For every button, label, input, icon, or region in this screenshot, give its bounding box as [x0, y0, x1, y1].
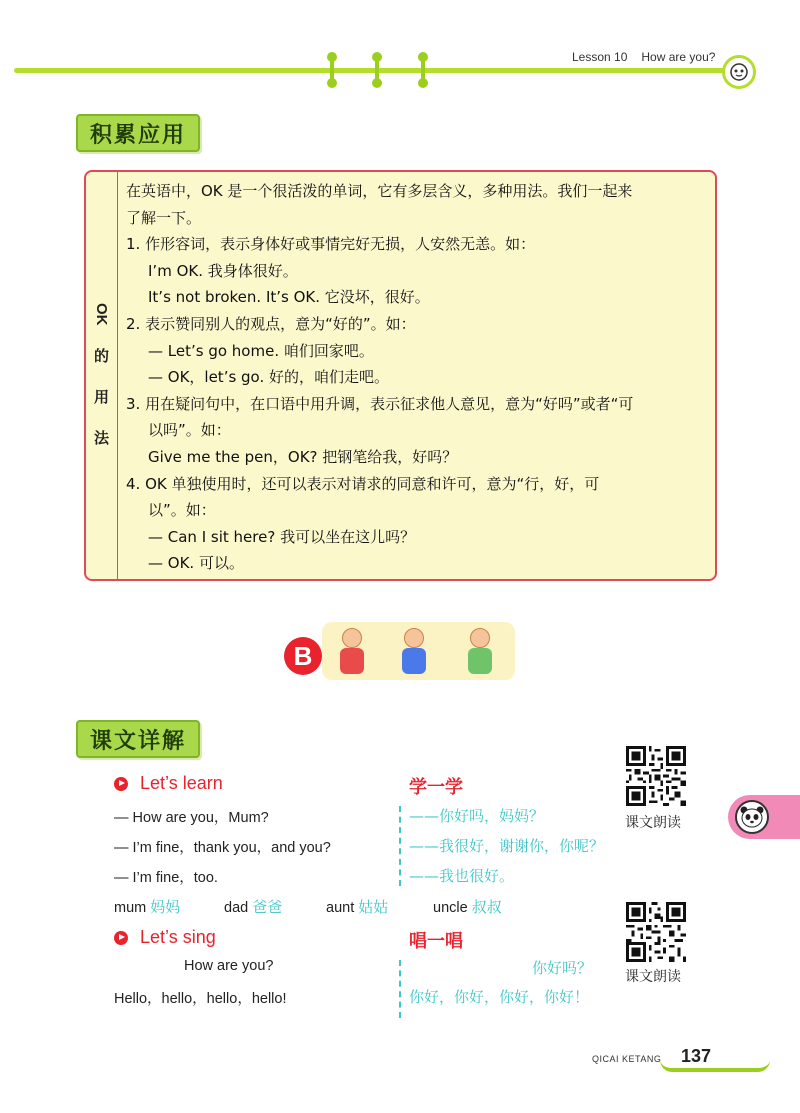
ok-line: 3. 用在疑问句中，在口语中用升调，表示征求他人意见，意为“好吗”或者“可 — [126, 394, 634, 413]
ok-line: 以”。如： — [148, 501, 216, 520]
word-cn: 叔叔 — [471, 899, 502, 916]
play-icon[interactable] — [114, 931, 128, 945]
word-cn: 爸爸 — [252, 899, 283, 916]
kid-illustration-icon — [462, 626, 498, 676]
ok-line: I’m OK. 我身体很好。 — [148, 261, 298, 280]
ok-line: 4. OK 单独使用时，还可以表示对请求的同意和许可，意为“行，好，可 — [126, 474, 600, 493]
ok-usage-box — [84, 170, 717, 581]
ok-line: 2. 表示赞同别人的观点，意为“好的”。如： — [126, 314, 416, 333]
ok-usage-text — [126, 178, 707, 577]
qr-label: 课文朗读 — [625, 969, 681, 985]
song-line-cn: 你好，你好，你好，你好！ — [409, 988, 590, 1006]
cartoon-badge-icon — [722, 55, 756, 89]
ok-line: — OK，let’s go. 好的，咱们走吧。 — [148, 368, 390, 387]
ok-line: 在英语中，OK 是一个很活泼的单词，它有多层含义，多种用法。我们一起来 — [126, 182, 633, 200]
lets-sing-label: Let’s sing — [140, 927, 216, 947]
word-cn: 妈妈 — [150, 899, 181, 916]
word-item — [224, 896, 282, 917]
qr-code-icon[interactable] — [626, 746, 686, 806]
kid-illustration-icon — [396, 626, 432, 676]
footer-brand: QICAI KETANG — [592, 1054, 662, 1064]
song-line-en: Hello，hello，hello，hello! — [114, 991, 287, 1007]
song-title-en: How are you? — [184, 958, 274, 974]
binder-pin-icon — [372, 52, 382, 88]
song-title-cn: 你好吗？ — [532, 959, 593, 977]
lets-sing-heading — [114, 927, 216, 948]
side-label-char: 的 — [93, 347, 109, 366]
ok-line: — OK. 可以。 — [148, 554, 244, 573]
binder-pin-icon — [418, 52, 428, 88]
side-label-char: 用 — [93, 388, 109, 407]
dashed-divider — [399, 960, 401, 1018]
dialogue-line-cn: ——我很好，谢谢你，你呢？ — [409, 837, 605, 855]
panda-icon — [735, 800, 769, 834]
lesson-header — [572, 50, 715, 64]
dialogue-line-en: — I’m fine，too. — [114, 870, 218, 886]
kid-illustration-icon — [334, 626, 370, 676]
section-b-illustration — [322, 622, 515, 680]
play-icon[interactable] — [114, 777, 128, 791]
section-tag-text-explain: 课文详解 — [76, 720, 200, 758]
ok-line: 了解一下。 — [126, 208, 202, 227]
word-en: uncle — [433, 900, 468, 916]
word-item — [114, 896, 180, 917]
ok-line: 以吗”。如： — [148, 421, 231, 440]
word-en: dad — [224, 900, 249, 916]
section-b-badge: B — [284, 637, 322, 675]
ok-line: — Can I sit here? 我可以坐在这儿吗？ — [148, 527, 416, 546]
side-label-char: 法 — [93, 429, 109, 448]
lets-learn-label: Let’s learn — [140, 773, 223, 793]
section-tag-accumulate: 积累应用 — [76, 114, 200, 152]
qr-label: 课文朗读 — [625, 815, 681, 831]
dialogue-line-cn: ——我也很好。 — [409, 867, 515, 885]
footer-curve — [660, 1060, 770, 1072]
lets-learn-heading — [114, 773, 223, 794]
lesson-number: Lesson 10 — [572, 50, 628, 64]
ok-line: — Let’s go home. 咱们回家吧。 — [148, 341, 374, 360]
word-cn: 姑姑 — [358, 899, 389, 916]
ok-side-label — [86, 172, 118, 579]
sing-heading-cn: 唱一唱 — [409, 931, 463, 952]
word-item — [326, 896, 388, 917]
ok-line: It’s not broken. It’s OK. 它没坏，很好。 — [148, 288, 430, 307]
dialogue-line-en: — How are you，Mum? — [114, 810, 269, 826]
side-label-ok: OK — [93, 302, 110, 326]
word-en: mum — [114, 900, 147, 916]
page-number: 137 — [681, 1046, 712, 1066]
binder-pin-icon — [327, 52, 337, 88]
ok-line: 1. 作形容词，表示身体好或事情完好无损，人安然无恙。如： — [126, 235, 536, 254]
dashed-divider — [399, 806, 401, 886]
word-en: aunt — [326, 900, 355, 916]
ok-line: Give me the pen，OK? 把钢笔给我，好吗？ — [148, 447, 458, 466]
dialogue-line-en: — I’m fine，thank you，and you? — [114, 840, 331, 856]
learn-heading-cn: 学一学 — [409, 777, 463, 798]
word-item — [433, 896, 502, 917]
lesson-title: How are you? — [641, 50, 716, 64]
qr-code-icon[interactable] — [626, 902, 686, 962]
dialogue-line-cn: ——你好吗，妈妈？ — [409, 807, 545, 825]
